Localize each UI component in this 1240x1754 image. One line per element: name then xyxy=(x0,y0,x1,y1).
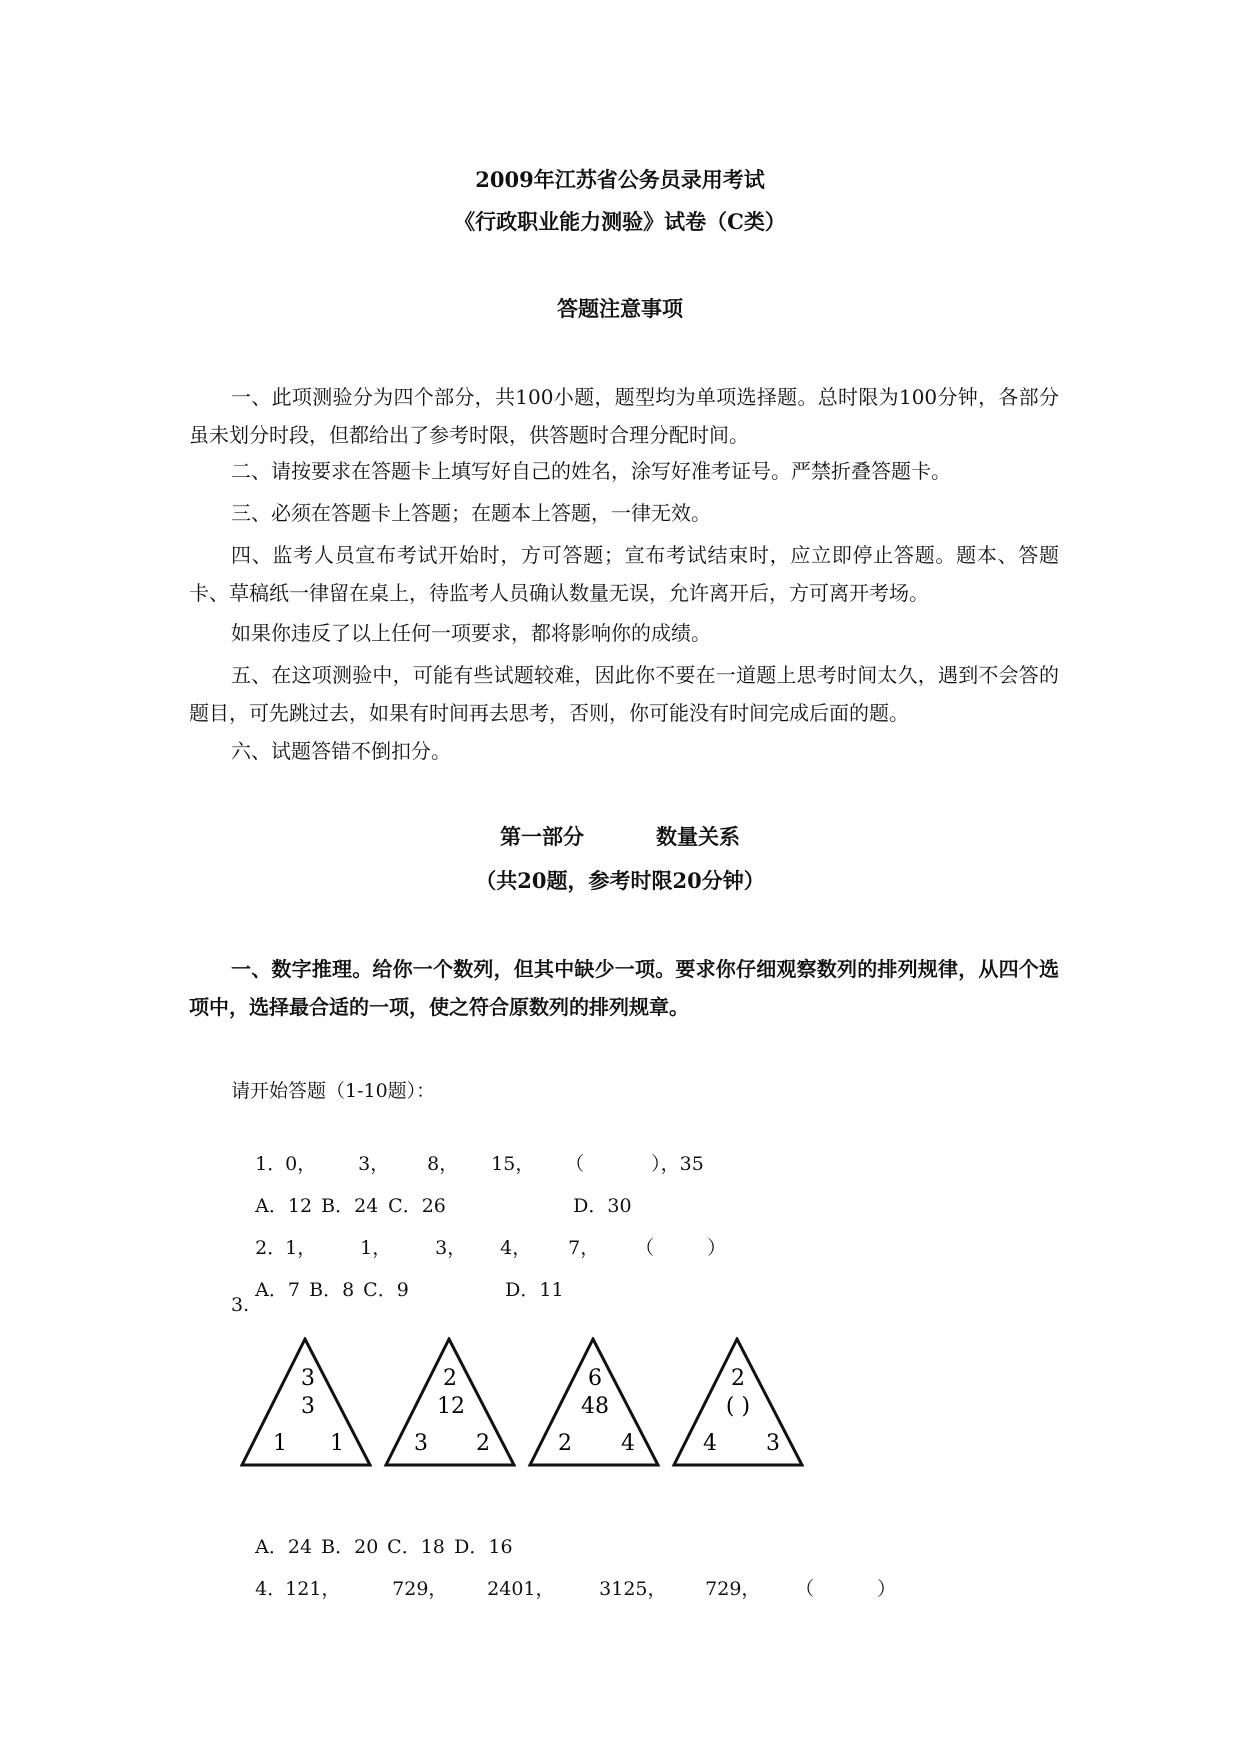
triangle-middle-number: 3 xyxy=(301,1394,315,1419)
triangle-1 xyxy=(242,1339,370,1465)
option-d: D．30 xyxy=(573,1195,632,1217)
triangle-right-number: 2 xyxy=(476,1431,490,1456)
sequence-term: 3， xyxy=(358,1153,390,1175)
sequence-term: 3125， xyxy=(599,1578,667,1600)
triangle-right-number: 3 xyxy=(766,1431,780,1456)
triangle-3 xyxy=(530,1339,658,1465)
question-4-sequence xyxy=(231,1544,896,1634)
triangle-missing-number: ( ) xyxy=(725,1394,751,1419)
question-number: 2． xyxy=(255,1237,287,1259)
part1-label: 第一部分 xyxy=(500,824,584,849)
note-item-2: 二、请按要求在答题卡上填写好自己的姓名，涂写好准考证号。严禁折叠答题卡。 xyxy=(231,459,951,483)
triangle-top-number: 6 xyxy=(588,1366,602,1391)
blank-open: （ xyxy=(565,1153,585,1175)
sequence-term: 15， xyxy=(491,1153,535,1175)
triangle-left-number: 1 xyxy=(273,1431,287,1456)
start-prompt: 请开始答题（1-10题）： xyxy=(231,1080,436,1102)
sequence-term: 1， xyxy=(285,1237,317,1259)
part1-title xyxy=(0,822,1240,852)
sequence-term: 729， xyxy=(705,1578,761,1600)
option-a: A．7 xyxy=(255,1279,300,1301)
question-number: 4． xyxy=(255,1578,287,1600)
part1-time-note: （共20题，参考时限20分钟） xyxy=(475,868,765,893)
triangle-middle-number: 12 xyxy=(437,1394,465,1419)
blank-close: ） xyxy=(707,1237,727,1259)
question-2-options xyxy=(231,1245,564,1335)
note-item-1: 一、此项测验分为四个部分，共100小题，题型均为单项选择题。总时限为100分钟，各部分虽未划分时段，但都给出了参考时限，供答题时合理分配时间。 xyxy=(189,385,1059,447)
question-3-figure xyxy=(240,1337,820,1469)
triangle-figure xyxy=(240,1337,820,1469)
triangle-left-number: 3 xyxy=(414,1431,428,1456)
sequence-term: ），35 xyxy=(651,1153,704,1175)
sequence-term: 0， xyxy=(285,1153,317,1175)
sequence-term: 121， xyxy=(285,1578,341,1600)
blank-close: ） xyxy=(877,1578,897,1600)
sequence-term: 1， xyxy=(360,1237,392,1259)
note-item-4: 四、监考人员宣布考试开始时，方可答题；宣布考试结束时，应立即停止答题。题本、答题卡、草稿纸一律留在桌上，待监考人员确认数量无误，允许离开后，方可离开考场。 xyxy=(189,543,1059,605)
notes-heading: 答题注意事项 xyxy=(557,296,683,321)
option-b: B．8 xyxy=(309,1279,355,1301)
triangle-4 xyxy=(674,1339,802,1465)
part1-name: 数量关系 xyxy=(656,824,740,849)
option-b: B．20 xyxy=(321,1536,379,1558)
option-a: A．24 xyxy=(255,1536,313,1558)
note-item-5: 如果你违反了以上任何一项要求，都将影响你的成绩。 xyxy=(231,621,711,645)
triangle-top-number: 2 xyxy=(443,1366,457,1391)
blank-open: （ xyxy=(795,1578,815,1600)
sequence-term: 3， xyxy=(435,1237,467,1259)
triangle-middle-number: 48 xyxy=(581,1394,609,1419)
sequence-term: 8， xyxy=(427,1153,459,1175)
option-b: B．24 xyxy=(321,1195,379,1217)
sequence-term: 2401， xyxy=(487,1578,555,1600)
exam-title: 2009年江苏省公务员录用考试 xyxy=(475,167,765,192)
sequence-term: 4， xyxy=(500,1237,532,1259)
option-d: D．11 xyxy=(505,1279,564,1301)
question-number: 1． xyxy=(255,1153,287,1175)
blank-open: （ xyxy=(635,1237,655,1259)
triangle-top-number: 3 xyxy=(301,1366,315,1391)
option-c: C．18 xyxy=(387,1536,445,1558)
exam-subtitle: 《行政职业能力测验》试卷（C类） xyxy=(454,209,786,234)
question-3-number: 3. xyxy=(231,1294,250,1316)
note-item-3: 三、必须在答题卡上答题；在题本上答题，一律无效。 xyxy=(231,501,711,525)
note-item-7: 六、试题答错不倒扣分。 xyxy=(231,739,451,763)
option-a: A．12 xyxy=(255,1195,313,1217)
note-item-6: 五、在这项测验中，可能有些试题较难，因此你不要在一道题上思考时间太久，遇到不会答的题目，可先跳过去，如果有时间再去思考，否则，你可能没有时间完成后面的题。 xyxy=(189,663,1059,725)
triangle-top-number: 2 xyxy=(731,1366,745,1391)
triangle-2 xyxy=(386,1339,514,1465)
triangle-right-number: 4 xyxy=(621,1431,635,1456)
triangle-left-number: 2 xyxy=(558,1431,572,1456)
option-d: D．16 xyxy=(454,1536,513,1558)
section1-instruction: 一、数字推理。给你一个数列，但其中缺少一项。要求你仔细观察数列的排列规律，从四个选项中，选择最合适的一项，使之符合原数列的排列规章。 xyxy=(189,957,1059,1019)
triangle-right-number: 1 xyxy=(330,1431,344,1456)
option-c: C．9 xyxy=(363,1279,409,1301)
triangle-left-number: 4 xyxy=(703,1431,717,1456)
sequence-term: 729， xyxy=(392,1578,448,1600)
option-c: C．26 xyxy=(388,1195,446,1217)
sequence-term: 7， xyxy=(568,1237,600,1259)
